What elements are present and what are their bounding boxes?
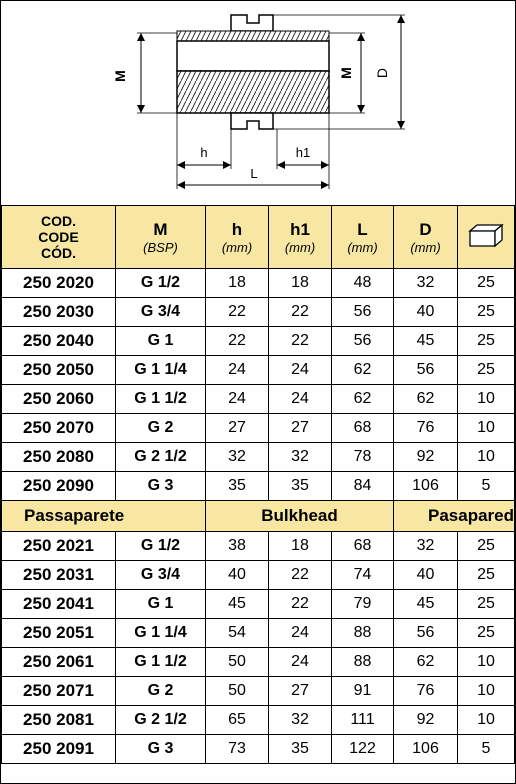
cell-qty: 10 xyxy=(458,648,515,677)
cell-code: 250 2050 xyxy=(2,356,116,385)
table-row xyxy=(2,706,515,735)
header-h-label: h xyxy=(231,219,243,239)
cell-m: G 2 1/2 xyxy=(116,706,206,735)
cell-qty: 10 xyxy=(458,677,515,706)
cell-qty: 5 xyxy=(458,735,515,764)
cell-l: 74 xyxy=(332,561,394,590)
cell-qty: 25 xyxy=(458,269,515,298)
cell-qty: 5 xyxy=(458,472,515,501)
cell-m: G 3 xyxy=(116,472,206,501)
cell-m: G 1/2 xyxy=(116,532,206,561)
cell-m: G 3/4 xyxy=(116,298,206,327)
cell-d: 62 xyxy=(394,648,458,677)
cell-m: G 1 xyxy=(116,590,206,619)
cell-h1: 22 xyxy=(269,298,332,327)
cell-h: 32 xyxy=(206,443,269,472)
cell-code: 250 2061 xyxy=(2,648,116,677)
cell-h: 22 xyxy=(206,327,269,356)
cell-code: 250 2070 xyxy=(2,414,116,443)
cell-code: 250 2071 xyxy=(2,677,116,706)
cell-l: 62 xyxy=(332,356,394,385)
cell-code: 250 2090 xyxy=(2,472,116,501)
header-h-sub: (mm) xyxy=(221,239,253,255)
cell-code: 250 2051 xyxy=(2,619,116,648)
table-row xyxy=(2,735,515,764)
cell-qty: 25 xyxy=(458,356,515,385)
cell-h1: 24 xyxy=(269,648,332,677)
table-row xyxy=(2,298,515,327)
table-row xyxy=(2,648,515,677)
cell-h1: 24 xyxy=(269,385,332,414)
cell-qty: 25 xyxy=(458,532,515,561)
cell-m: G 1 1/4 xyxy=(116,356,206,385)
cell-h1: 22 xyxy=(269,590,332,619)
cell-m: G 1/2 xyxy=(116,269,206,298)
cell-d: 40 xyxy=(394,298,458,327)
cell-h: 18 xyxy=(206,269,269,298)
cell-l: 111 xyxy=(332,706,394,735)
cell-l: 88 xyxy=(332,648,394,677)
header-h1-label: h1 xyxy=(290,219,310,239)
header-m xyxy=(116,206,206,269)
section-label-es: Pasapared xyxy=(394,501,515,532)
cell-h: 35 xyxy=(206,472,269,501)
cell-qty: 25 xyxy=(458,561,515,590)
rows-bulkhead xyxy=(2,532,515,764)
cell-h1: 22 xyxy=(269,561,332,590)
cell-d: 76 xyxy=(394,414,458,443)
table-row xyxy=(2,385,515,414)
cell-code: 250 2041 xyxy=(2,590,116,619)
cell-d: 56 xyxy=(394,619,458,648)
cell-h: 65 xyxy=(206,706,269,735)
cell-h1: 22 xyxy=(269,327,332,356)
dim-label-m-right: M xyxy=(338,67,354,79)
cell-h1: 18 xyxy=(269,532,332,561)
dim-label-l: L xyxy=(250,166,258,181)
header-d xyxy=(394,206,458,269)
header-l-label: L xyxy=(357,219,368,239)
header-code-line-3: CÓD. xyxy=(41,245,76,261)
cell-h: 38 xyxy=(206,532,269,561)
cell-h1: 32 xyxy=(269,443,332,472)
cell-l: 56 xyxy=(332,327,394,356)
cell-l: 48 xyxy=(332,269,394,298)
cell-d: 56 xyxy=(394,356,458,385)
cell-h: 24 xyxy=(206,356,269,385)
dim-label-h: h xyxy=(200,145,208,160)
cell-m: G 3/4 xyxy=(116,561,206,590)
cell-qty: 25 xyxy=(458,298,515,327)
cell-code: 250 2060 xyxy=(2,385,116,414)
table-row xyxy=(2,356,515,385)
fitting-drawing-svg xyxy=(1,1,515,205)
table-row xyxy=(2,532,515,561)
cell-h1: 27 xyxy=(269,414,332,443)
cell-qty: 25 xyxy=(458,327,515,356)
cell-m: G 1 1/2 xyxy=(116,385,206,414)
cell-h: 73 xyxy=(206,735,269,764)
nut-top xyxy=(231,15,273,31)
cell-h1: 27 xyxy=(269,677,332,706)
table-row xyxy=(2,619,515,648)
cell-l: 78 xyxy=(332,443,394,472)
cell-d: 92 xyxy=(394,443,458,472)
cell-d: 62 xyxy=(394,385,458,414)
cell-l: 68 xyxy=(332,414,394,443)
header-code xyxy=(2,206,116,269)
cell-h: 24 xyxy=(206,385,269,414)
cell-code: 250 2040 xyxy=(2,327,116,356)
cell-h: 50 xyxy=(206,648,269,677)
cell-h: 54 xyxy=(206,619,269,648)
header-m-label: M xyxy=(153,219,168,239)
cell-l: 122 xyxy=(332,735,394,764)
cell-l: 91 xyxy=(332,677,394,706)
cell-d: 92 xyxy=(394,706,458,735)
cell-l: 56 xyxy=(332,298,394,327)
dim-label-d: D xyxy=(374,67,390,79)
header-l xyxy=(332,206,394,269)
cell-h1: 35 xyxy=(269,735,332,764)
cell-qty: 10 xyxy=(458,706,515,735)
cell-m: G 1 1/4 xyxy=(116,619,206,648)
cell-h: 40 xyxy=(206,561,269,590)
cell-h: 27 xyxy=(206,414,269,443)
header-d-sub: (mm) xyxy=(410,239,441,255)
cell-code: 250 2081 xyxy=(2,706,116,735)
table-row xyxy=(2,414,515,443)
cell-qty: 25 xyxy=(458,619,515,648)
dim-label-m-left: M xyxy=(112,70,128,82)
cell-l: 88 xyxy=(332,619,394,648)
header-code-line-2: CODE xyxy=(38,229,79,245)
cell-m: G 1 1/2 xyxy=(116,648,206,677)
section-label-it: Passaparete xyxy=(2,501,206,532)
table-row xyxy=(2,590,515,619)
header-box xyxy=(458,206,515,269)
section-label-en: Bulkhead xyxy=(206,501,394,532)
header-l-sub: (mm) xyxy=(347,239,378,255)
cell-h1: 35 xyxy=(269,472,332,501)
header-code-line-1: COD. xyxy=(41,213,76,229)
table-row xyxy=(2,472,515,501)
spec-table xyxy=(1,205,515,764)
table-row xyxy=(2,327,515,356)
cell-d: 106 xyxy=(394,472,458,501)
table-header-row xyxy=(2,206,515,269)
table-row xyxy=(2,561,515,590)
cell-m: G 1 xyxy=(116,327,206,356)
technical-drawing xyxy=(1,1,515,205)
cell-d: 76 xyxy=(394,677,458,706)
cell-h: 45 xyxy=(206,590,269,619)
header-h xyxy=(206,206,269,269)
cell-h1: 18 xyxy=(269,269,332,298)
cell-l: 84 xyxy=(332,472,394,501)
table-row xyxy=(2,677,515,706)
cell-h1: 24 xyxy=(269,356,332,385)
cell-h1: 32 xyxy=(269,706,332,735)
cell-qty: 10 xyxy=(458,443,515,472)
rows-standard xyxy=(2,269,515,501)
cell-d: 45 xyxy=(394,590,458,619)
table-row xyxy=(2,443,515,472)
cell-m: G 2 xyxy=(116,677,206,706)
cell-d: 32 xyxy=(394,532,458,561)
cell-h: 50 xyxy=(206,677,269,706)
cell-l: 62 xyxy=(332,385,394,414)
cell-qty: 10 xyxy=(458,414,515,443)
cell-code: 250 2020 xyxy=(2,269,116,298)
cell-d: 45 xyxy=(394,327,458,356)
section-row-bulkhead xyxy=(2,501,515,532)
cell-m: G 2 xyxy=(116,414,206,443)
header-h1-sub: (mm) xyxy=(284,239,316,255)
cell-d: 40 xyxy=(394,561,458,590)
cell-m: G 2 1/2 xyxy=(116,443,206,472)
dim-label-h1: h1 xyxy=(295,145,311,160)
cell-code: 250 2030 xyxy=(2,298,116,327)
cell-l: 68 xyxy=(332,532,394,561)
cell-m: G 3 xyxy=(116,735,206,764)
cell-qty: 10 xyxy=(458,385,515,414)
cell-d: 106 xyxy=(394,735,458,764)
cell-code: 250 2031 xyxy=(2,561,116,590)
cell-code: 250 2021 xyxy=(2,532,116,561)
cell-l: 79 xyxy=(332,590,394,619)
cell-d: 32 xyxy=(394,269,458,298)
cell-h: 22 xyxy=(206,298,269,327)
cell-qty: 25 xyxy=(458,590,515,619)
box-icon xyxy=(467,222,505,248)
cell-h1: 24 xyxy=(269,619,332,648)
cell-code: 250 2091 xyxy=(2,735,116,764)
header-h1 xyxy=(269,206,332,269)
nut-bottom xyxy=(231,113,273,129)
header-m-sub: (BSP) xyxy=(143,239,178,255)
cell-code: 250 2080 xyxy=(2,443,116,472)
table-row xyxy=(2,269,515,298)
header-d-label: D xyxy=(419,219,432,239)
